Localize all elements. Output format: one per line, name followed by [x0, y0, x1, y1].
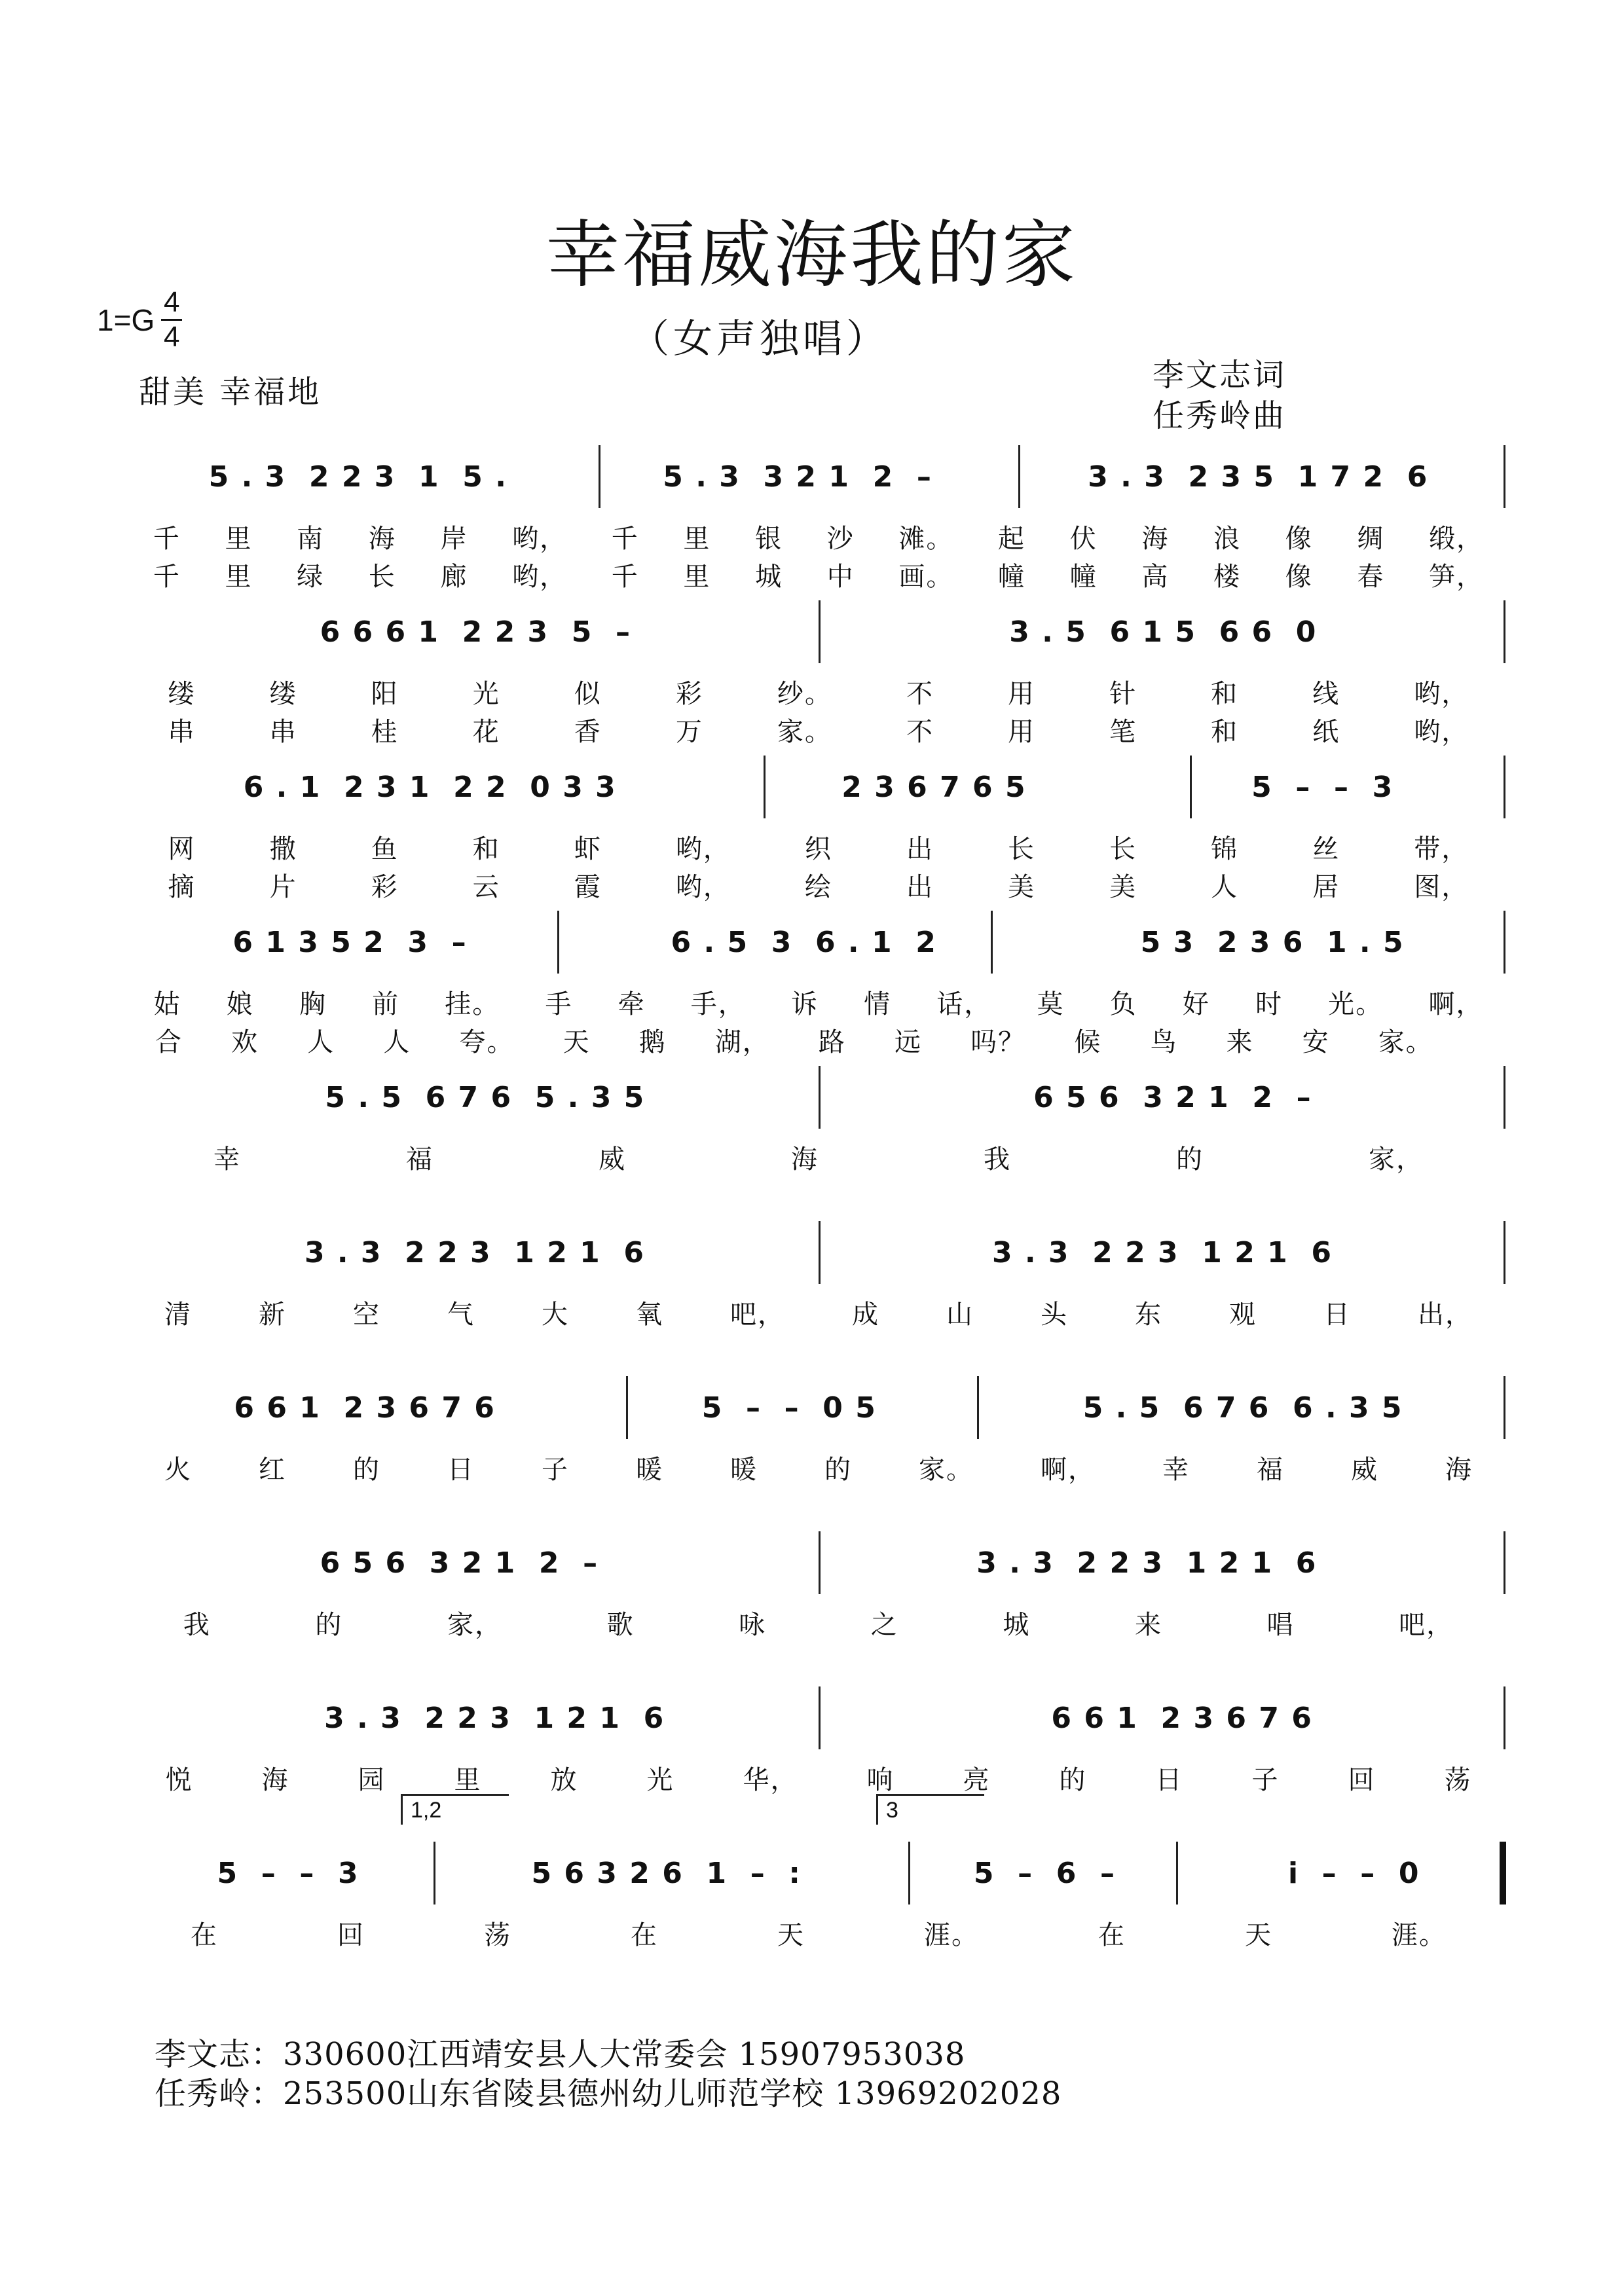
lyric-syllable: 哟， [512, 523, 568, 554]
notation-line [131, 600, 1506, 663]
lyric-syllable: 暖 [636, 1454, 663, 1485]
lyric-syllable: 彩 [371, 871, 399, 902]
notation-line [131, 1376, 1506, 1439]
lyric-syllable: 亮 [963, 1764, 991, 1795]
score-system [131, 1531, 1506, 1641]
lyric-syllable: 针 [1109, 678, 1137, 709]
lyric-syllable: 美 [1109, 871, 1137, 902]
volta-first-ending [401, 1794, 509, 1825]
lyric-syllable: 出 [906, 871, 934, 902]
lyrics-block [131, 1138, 1506, 1176]
lyric-syllable: 伏 [1069, 523, 1098, 554]
measure-notes: 6 6 6 1 2 2 3 5 – [320, 615, 632, 649]
lyric-syllable: 鱼 [371, 833, 399, 864]
lyric-syllable: 廊 [440, 561, 468, 592]
measure-group [131, 916, 1506, 968]
lyric-syllable: 日 [447, 1454, 475, 1485]
lyrics-block [131, 1914, 1506, 1952]
lyric-syllable: 岸 [440, 523, 468, 554]
lyric-syllable: 威 [599, 1144, 626, 1175]
lyric-syllable: 海 [368, 523, 396, 554]
lyric-line [131, 866, 1506, 903]
lyric-line [131, 1021, 1506, 1059]
measure-notes: 5 – – 3 [217, 1856, 360, 1890]
lyric-line [131, 1448, 1506, 1486]
lyric-syllable: 里 [225, 523, 253, 554]
lyric-syllable: 虾 [574, 833, 602, 864]
lyric-syllable: 鸟 [1150, 1027, 1178, 1057]
measure-group [131, 1847, 1506, 1899]
lyric-syllable: 沙 [826, 523, 855, 554]
lyric-syllable: 荡 [1444, 1764, 1472, 1795]
lyric-syllable: 像 [1285, 523, 1313, 554]
lyric-syllable: 家， [1369, 1144, 1424, 1175]
lyric-syllable: 欢 [231, 1027, 259, 1057]
lyric-syllable: 前 [372, 989, 400, 1019]
lyric-syllable: 千 [611, 561, 639, 592]
lyric-syllable: 暖 [730, 1454, 758, 1485]
lyric-syllable: 园 [358, 1764, 386, 1795]
measure-notes: 2 3 6 7 6 5 [841, 770, 1027, 804]
lyric-syllable: 来 [1134, 1609, 1162, 1640]
measure-notes: 3 . 3 2 2 3 1 2 1 6 [976, 1546, 1318, 1580]
lyric-syllable: 在 [631, 1920, 658, 1950]
lyric-syllable: 笔 [1109, 716, 1137, 747]
lyric-syllable: 串 [269, 716, 297, 747]
lyric-syllable: 和 [1211, 678, 1239, 709]
lyric-syllable: 手， [690, 989, 746, 1019]
measure-notes: 5 3 2 3 6 1 . 5 [1140, 925, 1405, 959]
lyric-syllable: 笋， [1428, 561, 1484, 592]
lyric-syllable: 悦 [165, 1764, 193, 1795]
lyric-syllable: 的 [315, 1609, 343, 1640]
lyric-syllable: 海 [261, 1764, 289, 1795]
lyric-syllable: 图， [1414, 871, 1469, 902]
measure-notes: 5 . 3 3 2 1 2 – [663, 460, 932, 494]
lyric-syllable: 千 [153, 523, 181, 554]
lyric-syllable: 串 [168, 716, 196, 747]
lyric-syllable: 绿 [297, 561, 325, 592]
lyric-syllable: 纱。 [777, 678, 832, 709]
lyric-syllable: 海 [1141, 523, 1170, 554]
measure-notes: 5 – 6 – [973, 1856, 1116, 1890]
lyric-syllable: 手 [545, 989, 573, 1019]
lyric-syllable: 织 [804, 833, 832, 864]
lyric-syllable: 福 [1257, 1454, 1284, 1485]
lyric-syllable: 阳 [371, 678, 399, 709]
lyrics-block [131, 1603, 1506, 1641]
lyric-syllable: 在 [191, 1920, 218, 1950]
lyric-syllable: 摘 [168, 871, 196, 902]
lyric-syllable: 幢 [998, 561, 1026, 592]
composer-credit: 任秀岭曲 [1153, 397, 1287, 434]
lyric-syllable: 和 [472, 833, 500, 864]
lyric-syllable: 涯。 [1392, 1920, 1447, 1950]
measure-notes: 6 . 5 3 6 . 1 2 [671, 925, 937, 959]
lyric-syllable: 浪 [1213, 523, 1242, 554]
lyric-syllable: 起 [998, 523, 1026, 554]
lyric-syllable: 荡 [484, 1920, 511, 1950]
score-system [131, 1221, 1506, 1331]
lyric-syllable: 哟， [675, 871, 731, 902]
notation-line [131, 1221, 1506, 1284]
lyric-syllable: 城 [755, 561, 783, 592]
lyric-syllable: 万 [675, 716, 703, 747]
contact-lyricist: 李文志：330600江西靖安县人大常委会 15907953038 [155, 2036, 966, 2073]
lyric-line [131, 555, 1506, 593]
measure-notes: 5 6 3 2 6 1 – : [531, 1856, 802, 1890]
lyric-syllable: 高 [1141, 561, 1170, 592]
measure-notes: i – – 0 [1287, 1856, 1420, 1890]
lyric-syllable: 大 [542, 1299, 569, 1330]
measure-group [131, 606, 1506, 658]
lyric-syllable: 光 [472, 678, 500, 709]
lyric-line [131, 672, 1506, 710]
lyric-syllable: 情 [864, 989, 892, 1019]
lyric-syllable: 远 [895, 1027, 923, 1057]
measure-notes: 6 6 1 2 3 6 7 6 [234, 1391, 496, 1425]
lyric-line [131, 1914, 1506, 1952]
lyric-syllable: 湖， [714, 1027, 770, 1057]
lyric-syllable: 啊， [1041, 1454, 1096, 1485]
lyric-syllable: 子 [1251, 1764, 1280, 1795]
lyric-syllable: 日 [1155, 1764, 1183, 1795]
lyric-syllable: 胸 [299, 989, 327, 1019]
lyric-syllable: 幸 [1162, 1454, 1190, 1485]
lyric-syllable: 我 [183, 1609, 211, 1640]
lyric-syllable: 画。 [898, 561, 954, 592]
lyric-syllable: 清 [164, 1299, 192, 1330]
volta-label: 3 [886, 1798, 898, 1823]
lyric-syllable: 家， [447, 1609, 502, 1640]
lyric-syllable: 和 [1211, 716, 1239, 747]
lyric-syllable: 哟， [1414, 716, 1469, 747]
score-system [131, 445, 1506, 593]
lyric-syllable: 吧， [730, 1299, 785, 1330]
lyric-syllable: 天 [1245, 1920, 1272, 1950]
lyric-syllable: 的 [353, 1454, 380, 1485]
lyric-syllable: 哟， [512, 561, 568, 592]
lyric-syllable: 光。 [1328, 989, 1384, 1019]
measure-group [131, 761, 1506, 813]
lyric-syllable: 鹅 [638, 1027, 667, 1057]
lyric-syllable: 彩 [675, 678, 703, 709]
volta-label: 1,2 [411, 1798, 442, 1823]
lyric-syllable: 负 [1109, 989, 1137, 1019]
lyric-line [131, 710, 1506, 748]
measure-notes: 6 5 6 3 2 1 2 – [1033, 1080, 1312, 1114]
lyric-syllable: 唱 [1266, 1609, 1295, 1640]
lyric-syllable: 空 [353, 1299, 380, 1330]
time-signature [161, 288, 182, 352]
expression-mark: 甜美 幸福地 [139, 374, 322, 410]
lyric-syllable: 楼 [1213, 561, 1242, 592]
lyric-syllable: 出 [906, 833, 934, 864]
score-system [131, 756, 1506, 903]
lyric-syllable: 啊， [1428, 989, 1484, 1019]
lyric-syllable: 歌 [606, 1609, 635, 1640]
lyric-syllable: 绘 [804, 871, 832, 902]
lyric-syllable: 牵 [618, 989, 646, 1019]
lyric-syllable: 桂 [371, 716, 399, 747]
lyric-syllable: 人 [383, 1027, 411, 1057]
lyrics-block [131, 1293, 1506, 1331]
lyric-syllable: 海 [791, 1144, 819, 1175]
lyric-syllable: 吗？ [970, 1027, 1026, 1057]
lyric-syllable: 网 [168, 833, 196, 864]
score-system [131, 911, 1506, 1059]
notation-line [131, 445, 1506, 508]
lyric-syllable: 美 [1008, 871, 1036, 902]
lyrics-block [131, 828, 1506, 903]
lyric-syllable: 海 [1445, 1454, 1473, 1485]
lyric-syllable: 挂。 [445, 989, 500, 1019]
lyric-syllable: 城 [1003, 1609, 1031, 1640]
lyric-syllable: 似 [574, 678, 602, 709]
measure-notes: 3 . 3 2 3 5 1 7 2 6 [1088, 460, 1429, 494]
measure-notes: 5 – – 0 5 [701, 1391, 877, 1425]
lyric-syllable: 家。 [919, 1454, 974, 1485]
lyric-syllable: 日 [1323, 1299, 1351, 1330]
measure-notes: 5 . 5 6 7 6 5 . 3 5 [325, 1080, 646, 1114]
lyric-syllable: 南 [297, 523, 325, 554]
lyric-syllable: 里 [454, 1764, 482, 1795]
lyric-syllable: 我 [984, 1144, 1011, 1175]
key-signature [97, 288, 182, 352]
measure-notes: 3 . 3 2 2 3 1 2 1 6 [324, 1701, 665, 1735]
measure-notes: 5 – – 3 [1251, 770, 1394, 804]
lyric-syllable: 用 [1008, 716, 1036, 747]
measure-notes: 6 6 1 2 3 6 7 6 [1051, 1701, 1313, 1735]
measure-notes: 5 . 5 6 7 6 6 . 3 5 [1082, 1391, 1403, 1425]
measure-notes: 3 . 5 6 1 5 6 6 0 [1009, 615, 1318, 649]
lyrics-block [131, 1758, 1506, 1796]
volta-third-ending [876, 1794, 984, 1825]
lyric-syllable: 缕 [168, 678, 196, 709]
measure-notes: 3 . 3 2 2 3 1 2 1 6 [991, 1235, 1333, 1269]
song-title: 幸福威海我的家 [546, 213, 1078, 298]
lyric-syllable: 好 [1182, 989, 1210, 1019]
notation-line [131, 1066, 1506, 1129]
lyric-syllable: 撒 [269, 833, 297, 864]
lyric-syllable: 霞 [574, 871, 602, 902]
lyric-syllable: 银 [755, 523, 783, 554]
lyric-syllable: 家。 [1378, 1027, 1433, 1057]
lyric-syllable: 里 [225, 561, 253, 592]
time-bottom: 4 [163, 321, 180, 353]
lyrics-block [131, 517, 1506, 593]
lyric-syllable: 在 [1098, 1920, 1126, 1950]
lyric-syllable: 里 [683, 561, 711, 592]
lyric-syllable: 人 [1211, 871, 1239, 902]
lyric-syllable: 涯。 [924, 1920, 979, 1950]
lyric-line [131, 1758, 1506, 1796]
lyric-line [131, 1603, 1506, 1641]
notation-line [131, 911, 1506, 974]
song-subtitle: （女声独唱） [630, 316, 889, 362]
lyrics-block [131, 672, 1506, 748]
lyric-syllable: 合 [155, 1027, 183, 1057]
lyric-syllable: 威 [1351, 1454, 1378, 1485]
lyric-syllable: 纸 [1312, 716, 1340, 747]
lyric-syllable: 的 [1059, 1764, 1087, 1795]
lyric-syllable: 话， [936, 989, 992, 1019]
lyric-line [131, 1293, 1506, 1331]
measure-group [131, 450, 1506, 503]
lyric-syllable: 观 [1229, 1299, 1257, 1330]
measure-group [131, 1381, 1506, 1434]
lyric-syllable: 安 [1302, 1027, 1330, 1057]
lyric-line [131, 983, 1506, 1021]
lyric-syllable: 不 [906, 678, 934, 709]
lyric-syllable: 滩。 [898, 523, 954, 554]
lyric-syllable: 云 [472, 871, 500, 902]
lyric-line [131, 1138, 1506, 1176]
measure-notes: 5 . 3 2 2 3 1 5 . [208, 460, 507, 494]
lyric-syllable: 长 [368, 561, 396, 592]
lyric-syllable: 片 [269, 871, 297, 902]
measure-group [131, 1537, 1506, 1589]
lyric-syllable: 成 [852, 1299, 879, 1330]
lyric-syllable: 红 [259, 1454, 286, 1485]
measure-group [131, 1226, 1506, 1279]
lyric-syllable: 夸。 [459, 1027, 515, 1057]
lyric-syllable: 新 [259, 1299, 286, 1330]
lyric-syllable: 的 [824, 1454, 852, 1485]
lyric-syllable: 缎， [1428, 523, 1484, 554]
lyric-syllable: 里 [683, 523, 711, 554]
lyrics-block [131, 1448, 1506, 1486]
credits [1153, 355, 1286, 436]
lyric-line [131, 828, 1506, 866]
lyric-syllable: 缕 [269, 678, 297, 709]
lyric-syllable: 回 [337, 1920, 365, 1950]
lyric-syllable: 锦 [1211, 833, 1239, 864]
lyric-syllable: 像 [1285, 561, 1313, 592]
lyric-syllable: 天 [777, 1920, 805, 1950]
lyric-syllable: 回 [1348, 1764, 1376, 1795]
lyric-syllable: 千 [153, 561, 181, 592]
lyric-syllable: 香 [574, 716, 602, 747]
lyric-syllable: 吧， [1399, 1609, 1454, 1640]
lyric-syllable: 光 [646, 1764, 674, 1795]
lyric-syllable: 诉 [790, 989, 819, 1019]
measure-notes: 6 . 1 2 3 1 2 2 0 3 3 [243, 770, 617, 804]
notation-line [131, 756, 1506, 818]
lyric-syllable: 来 [1226, 1027, 1254, 1057]
lyric-syllable: 莫 [1037, 989, 1065, 1019]
lyric-syllable: 之 [870, 1609, 898, 1640]
lyric-syllable: 家。 [777, 716, 832, 747]
lyric-syllable: 放 [550, 1764, 578, 1795]
lyric-syllable: 华， [743, 1764, 798, 1795]
lyric-syllable: 不 [906, 716, 934, 747]
lyric-syllable: 候 [1074, 1027, 1102, 1057]
contact-composer: 任秀岭：253500山东省陵县德州幼儿师范学校 13969202028 [155, 2075, 1062, 2112]
lyric-line [131, 517, 1506, 555]
measure-notes: 3 . 3 2 2 3 1 2 1 6 [304, 1235, 646, 1269]
lyric-syllable: 线 [1312, 678, 1340, 709]
lyric-syllable: 氧 [636, 1299, 663, 1330]
lyric-syllable: 中 [826, 561, 855, 592]
measure-notes: 6 5 6 3 2 1 2 – [320, 1546, 599, 1580]
lyric-syllable: 长 [1109, 833, 1137, 864]
contact-info [155, 2035, 1061, 2113]
lyric-syllable: 山 [946, 1299, 974, 1330]
lyric-syllable: 带， [1414, 833, 1469, 864]
lyric-syllable: 天 [563, 1027, 591, 1057]
measure-group [131, 1071, 1506, 1123]
lyric-syllable: 咏 [739, 1609, 767, 1640]
lyric-syllable: 居 [1312, 871, 1340, 902]
notation-line [131, 1842, 1506, 1904]
score-system [131, 1066, 1506, 1176]
lyric-syllable: 娘 [226, 989, 254, 1019]
lyric-syllable: 出， [1418, 1299, 1473, 1330]
lyric-syllable: 幢 [1069, 561, 1098, 592]
lyric-syllable: 东 [1135, 1299, 1162, 1330]
lyric-syllable: 路 [818, 1027, 846, 1057]
score-system [131, 1842, 1506, 1952]
lyric-syllable: 姑 [153, 989, 181, 1019]
measure-notes: 6 1 3 5 2 3 – [232, 925, 468, 959]
lyric-syllable: 人 [307, 1027, 335, 1057]
lyric-syllable: 响 [866, 1764, 895, 1795]
score-system [131, 1686, 1506, 1796]
notation-line [131, 1531, 1506, 1594]
lyricist-credit: 李文志词 [1153, 357, 1287, 393]
measure-group [131, 1692, 1506, 1744]
lyric-syllable: 头 [1041, 1299, 1068, 1330]
lyric-syllable: 的 [1176, 1144, 1204, 1175]
lyric-syllable: 长 [1008, 833, 1036, 864]
lyric-syllable: 气 [447, 1299, 475, 1330]
score-system [131, 600, 1506, 748]
score-system [131, 1376, 1506, 1486]
lyric-syllable: 火 [164, 1454, 192, 1485]
lyric-syllable: 绸 [1357, 523, 1385, 554]
lyric-syllable: 幸 [213, 1144, 241, 1175]
lyric-syllable: 哟， [675, 833, 731, 864]
time-top: 4 [163, 286, 180, 318]
lyric-syllable: 千 [611, 523, 639, 554]
lyrics-block [131, 983, 1506, 1059]
lyric-syllable: 春 [1357, 561, 1385, 592]
lyric-syllable: 子 [542, 1454, 569, 1485]
key-prefix: 1=G [97, 302, 155, 337]
lyric-syllable: 花 [472, 716, 500, 747]
lyric-syllable: 丝 [1312, 833, 1340, 864]
lyric-syllable: 用 [1008, 678, 1036, 709]
lyric-syllable: 福 [406, 1144, 434, 1175]
notation-line [131, 1686, 1506, 1749]
lyric-syllable: 时 [1255, 989, 1283, 1019]
lyric-syllable: 哟， [1414, 678, 1469, 709]
